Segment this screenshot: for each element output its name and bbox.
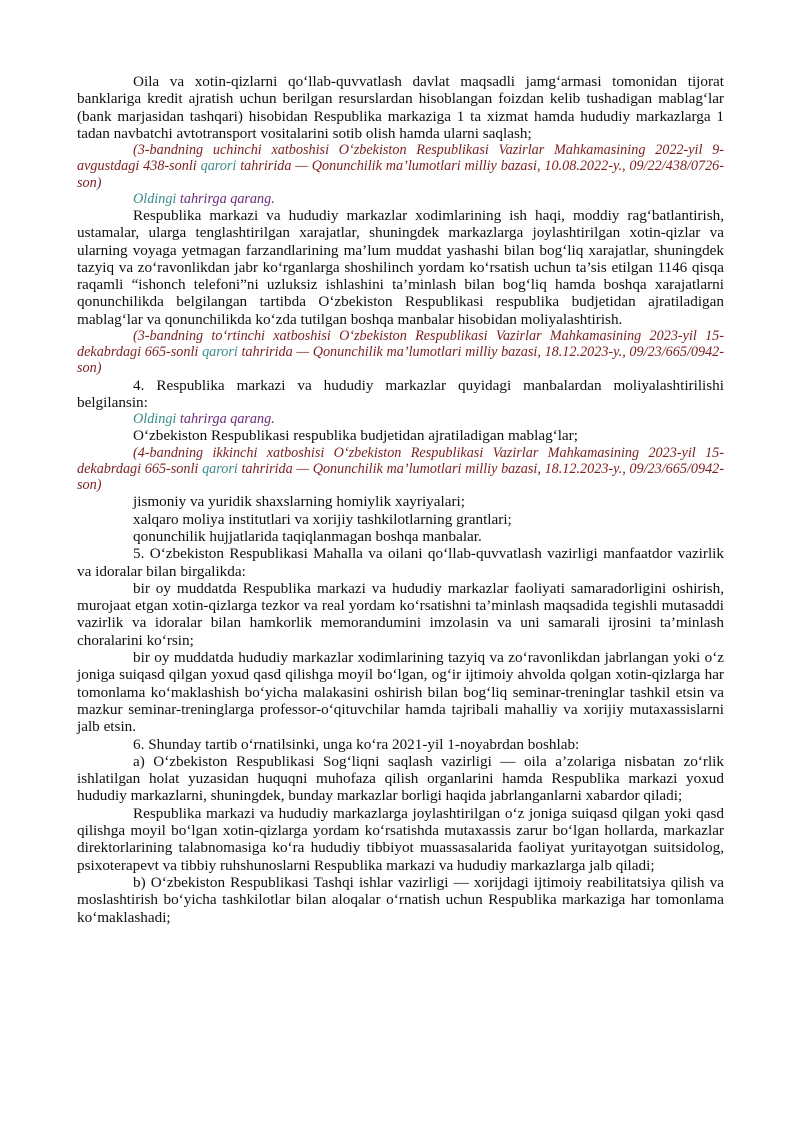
decree-link[interactable]: qarori (202, 344, 238, 361)
amendment-note (77, 328, 724, 377)
paragraph: Respublika markazi va hududiy markazlar xodimlarining ish haqi, moddiy rag‘batlantirish, ustamalar, ularga tenglashtirilgan xarajatlar, shuningdek markazlarga joylashtirilgan xotin-qizlar va ularning voyaga yetmagan farzandlarining ma’lum muddat yashashi bilan bog‘liq xarajatlar, shuningdek tazyiq va zo‘ravonlikdan jabr ko‘rganlarga shoshilinch yordam ko‘rsatish uchun ta’sis etilgan 1146 qisqa raqamli “ishonch telefoni”ni uzluksiz ishlashini ta’minlash bilan bog‘liq hamda boshqa xarajatlarni qonunchilikda belgilangan tartibda O‘zbekiston Respublikasi respublika budjetidan ajratiladigan mablag‘lar va qonunchilikda ko‘zda tutilgan boshqa manbalar hisobidan moliyalashtirish. (77, 207, 724, 328)
previous-edition-link[interactable]: Oldingi (133, 190, 177, 207)
paragraph: O‘zbekiston Respublikasi respublika budjetidan ajratiladigan mablag‘lar; (133, 427, 578, 445)
list-item: xalqaro moliya institutlari va xorijiy tashkilotlarning grantlari; (133, 510, 512, 528)
decree-link[interactable]: qarori (200, 158, 237, 175)
list-item: qonunchilik hujjatlarida taqiqlanmagan boshqa manbalar. (133, 527, 482, 545)
list-item: jismoniy va yuridik shaxslarning homiylik xayriyalari; (133, 493, 465, 511)
previous-edition-note (77, 191, 724, 207)
amendment-note (77, 142, 724, 191)
amendment-note-text: (4-bandning ikkinchi xatboshisi O‘zbekiston Respublikasi Vazirlar Mahkamasining 2023-yil 15-dekabrdagi 665-sonli (77, 444, 724, 477)
paragraph: Respublika markazi va hududiy markazlarga joylashtirilgan o‘z joniga suiqasd qilgan yoki qasd qilishga moyil bo‘lgan xotin-qizlarga yordam ko‘rsatishda mutaxassis zarur bo‘lgan hollarda, markazlar direktorlarining talabnomasiga ko‘ra hududiy tibbiyot muassasalarida faoliyat yuritayotgan suitsidolog, psixoterapevt va tibbiy ruhshunoslarni Respublika markazi va hududiy markazlarga jalb qiladi; (77, 804, 724, 874)
paragraph: Oila va xotin-qizlarni qo‘llab-quvvatlash davlat maqsadli jamg‘armasi tomonidan tijorat banklariga kredit ajratish uchun berilgan resurslardan hisoblangan foizdan kelib tushadigan mablag‘lar (bank marjasidan tashqari) hisobidan Respublika markaziga 1 ta xizmat hamda hududiy markazlarga 1 tadan navbatchi avtotransport vositalarini sotib olish hamda ularni saqlash; (77, 73, 724, 142)
paragraph: bir oy muddatda Respublika markazi va hududiy markazlar faoliyati samaradorligini oshirish, murojaat etgan xotin-qizlarga tezkor va real yordam ko‘rsatishni ta’minlash maqsadida tegishli mutasaddi vazirlik va idoralar bilan hamkorlik memorandumini imzolasin va uni samarali ijrosini ta’minlash choralarini ko‘rsin; (77, 579, 724, 649)
previous-edition-link[interactable]: Oldingi (133, 411, 177, 428)
previous-edition-note (77, 411, 724, 427)
previous-edition-text: tahrirga qarang. (176, 411, 275, 428)
paragraph: 6. Shunday tartib o‘rnatilsinki, unga ko‘ra 2021-yil 1-noyabrdan boshlab: (133, 735, 580, 753)
paragraph: bir oy muddatda hududiy markazlar xodimlarining tazyiq va zo‘ravonlikdan jabrlangan yoki o‘z joniga suiqasd qilgan yoxud qasd qilishga moyil bo‘lgan, og‘ir ijtimoiy ahvolda qolgan xotin-qizlarga har tomonlama ko‘maklashish bo‘yicha malakasini oshirish bilan bog‘liq seminar-treninglar tashkil etsin va mazkur seminar-treninglarga professor-o‘qituvchilar hamda tajribali mahalliy va xorijiy mutaxassislarni jalb etsin. (77, 649, 724, 736)
amendment-note-text: tahririda — Qonunchilik ma’lumotlari milliy bazasi, 18.12.2023-y., 09/23/665/0942-son) (77, 344, 724, 377)
amendment-note-text: (3-bandning uchinchi xatboshisi O‘zbekiston Respublikasi Vazirlar Mahkamasining 2022-yil 9-avgustdagi 438-sonli (77, 142, 724, 175)
paragraph: 4. Respublika markazi va hududiy markazlar quyidagi manbalardan moliyalashtirilishi belgilansin: (77, 376, 724, 411)
paragraph: b) O‘zbekiston Respublikasi Tashqi ishlar vazirligi — xorijdagi ijtimoiy reabilitatsiya qilish va moslashtirish bo‘yicha tashkilotlar bilan aloqalar o‘rnatish uchun Respublika markaziga har tomonlama ko‘maklashadi; (77, 873, 724, 926)
decree-link[interactable]: qarori (202, 460, 238, 477)
amendment-note-text: (3-bandning to‘rtinchi xatboshisi O‘zbekiston Respublikasi Vazirlar Mahkamasining 2023-yil 15-dekabrdagi 665-sonli (77, 328, 724, 361)
amendment-note-text: tahririda — Qonunchilik ma’lumotlari milliy bazasi, 18.12.2023-y., 09/23/665/0942-son) (77, 460, 724, 494)
amendment-note (77, 445, 724, 494)
document-page (77, 73, 724, 926)
paragraph: a) O‘zbekiston Respublikasi Sog‘liqni saqlash vazirligi — oila a’zolariga nisbatan zo‘rlik ishlatilgan holat yuzasidan huquqni muhofaza qilish organlarini hamda Respublika markazi yoxud hududiy markazlarni, shuningdek, bunday markazlar borligi haqida jabrlanganlarni xabardor qiladi; (77, 752, 724, 805)
previous-edition-text: tahrirga qarang. (176, 190, 275, 207)
paragraph: 5. O‘zbekiston Respublikasi Mahalla va oilani qo‘llab-quvvatlash vazirligi manfaatdor vazirlik va idoralar bilan birgalikda: (77, 545, 724, 580)
amendment-note-text: tahririda — Qonunchilik ma’lumotlari milliy bazasi, 10.08.2022-y., 09/22/438/0726-son) (77, 158, 724, 191)
